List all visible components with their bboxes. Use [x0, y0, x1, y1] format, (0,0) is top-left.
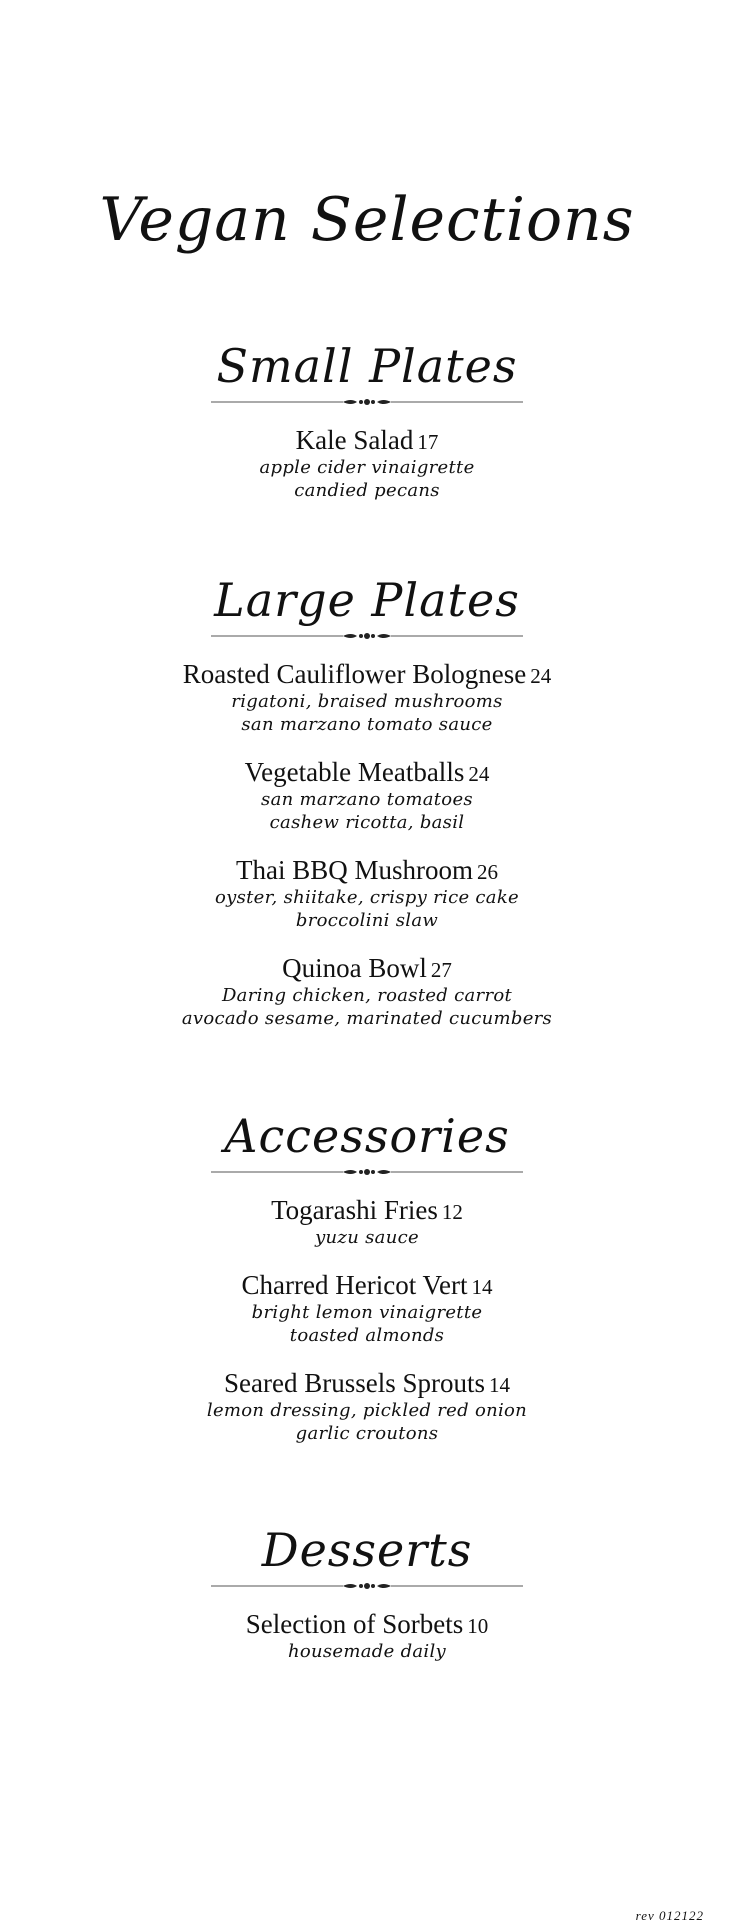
menu-item [0, 1196, 734, 1249]
item-description: rigatoni, braised mushrooms [231, 691, 503, 712]
menu-title: Vegan Selections [99, 185, 635, 255]
item-description: garlic croutons [295, 1423, 439, 1444]
item-price: 14 [471, 1275, 493, 1299]
item-name: Selection of Sorbets [245, 1609, 464, 1639]
item-description: oyster, shiitake, crispy rice cake [215, 887, 519, 908]
menu-item [0, 856, 734, 932]
menu-item [0, 954, 734, 1030]
item-description: toasted almonds [289, 1325, 445, 1346]
revision-note: rev 012122 [635, 1908, 704, 1923]
item-description: bright lemon vinaigrette [251, 1302, 483, 1323]
menu-item [0, 660, 734, 736]
item-description: yuzu sauce [315, 1227, 419, 1248]
item-price: 10 [467, 1614, 489, 1638]
section-accessories [0, 1108, 734, 1467]
ornamental-divider-icon [211, 396, 523, 408]
item-description: apple cider vinaigrette [259, 457, 475, 478]
menu-item [0, 758, 734, 834]
ornamental-divider-icon [211, 630, 523, 642]
menu-item [0, 1271, 734, 1347]
item-name: Kale Salad [295, 425, 414, 455]
item-description: candied pecans [294, 480, 440, 501]
item-name: Quinoa Bowl [282, 953, 427, 983]
menu-item [0, 1369, 734, 1445]
item-name: Charred Hericot Vert [241, 1270, 468, 1300]
menu-item [0, 426, 734, 502]
item-name: Thai BBQ Mushroom [235, 855, 473, 885]
item-description: san marzano tomatoes [261, 789, 473, 810]
section-heading: Desserts [261, 1523, 473, 1577]
section-desserts [0, 1522, 734, 1685]
item-price: 14 [488, 1373, 510, 1397]
section-small-plates [0, 338, 734, 524]
item-description: housemade daily [287, 1641, 447, 1662]
item-price: 24 [530, 664, 552, 688]
item-description: broccolini slaw [295, 910, 439, 931]
item-description: lemon dressing, pickled red onion [206, 1400, 528, 1421]
section-large-plates [0, 572, 734, 1052]
ornamental-divider-icon [211, 1580, 523, 1592]
item-description: avocado sesame, marinated cucumbers [181, 1008, 553, 1029]
section-heading: Small Plates [216, 339, 518, 393]
section-heading: Accessories [224, 1109, 510, 1163]
item-description: Daring chicken, roasted carrot [221, 985, 513, 1006]
item-description: cashew ricotta, basil [269, 812, 465, 833]
item-price: 24 [468, 762, 490, 786]
item-price: 12 [441, 1200, 463, 1224]
item-name: Roasted Cauliflower Bolognese [182, 659, 527, 689]
item-name: Togarashi Fries [271, 1195, 438, 1225]
item-description: san marzano tomato sauce [241, 714, 493, 735]
item-price: 26 [477, 860, 498, 884]
item-name: Seared Brussels Sprouts [224, 1368, 485, 1398]
item-name: Vegetable Meatballs [244, 757, 465, 787]
ornamental-divider-icon [211, 1166, 523, 1178]
item-price: 17 [417, 430, 439, 454]
section-heading: Large Plates [214, 573, 520, 627]
menu-item [0, 1610, 734, 1663]
item-price: 27 [430, 958, 452, 982]
